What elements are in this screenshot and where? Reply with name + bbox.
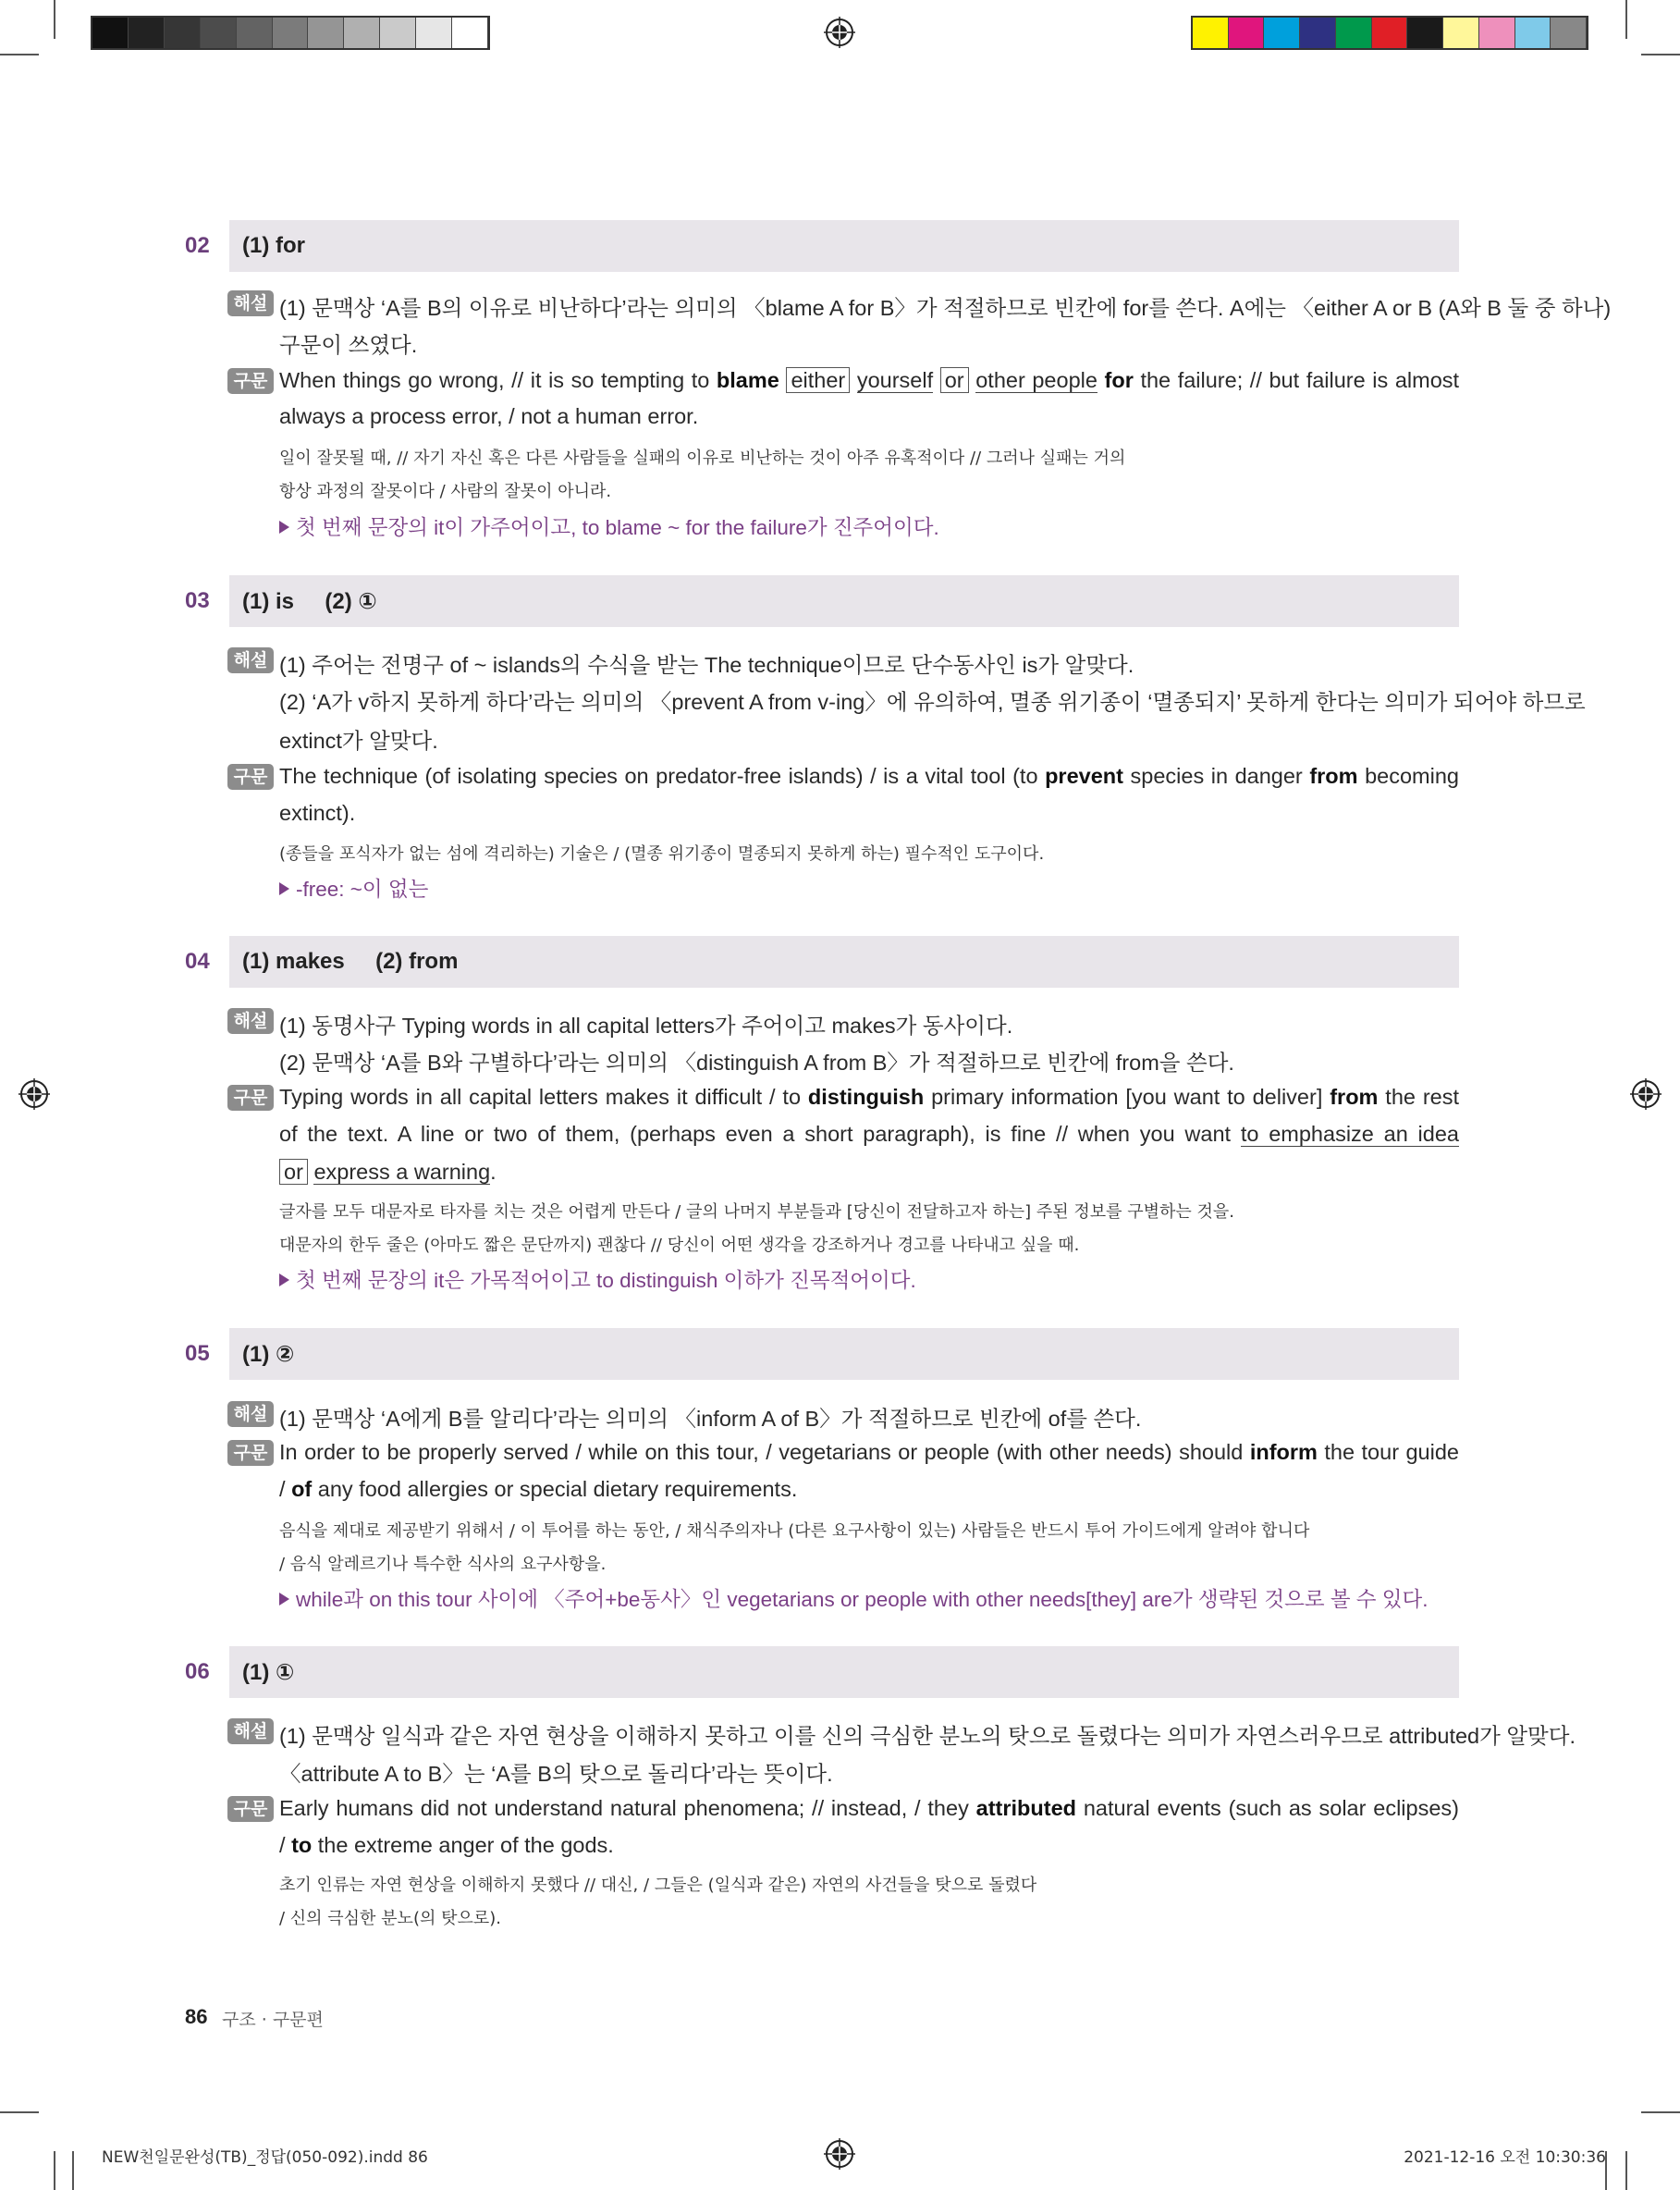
color-swatch xyxy=(1443,18,1479,48)
answer-text: (1) is (2) ① xyxy=(242,589,377,614)
grammar-tip: 첫 번째 문장의 it은 가목적어이고 to distinguish 이하가 진목적어이다. xyxy=(279,1264,916,1294)
sentence-line: always a process error, / not a human error. xyxy=(279,404,699,428)
explanation-tag: 해설 xyxy=(227,1718,274,1744)
color-swatch xyxy=(1407,18,1443,48)
sentence-line: The technique (of isolating species on predator-free islands) / is a vital tool (to prevent species in danger from becoming xyxy=(279,764,1459,788)
answer-text: (1) makes (2) from xyxy=(242,949,459,974)
crop-mark xyxy=(54,2151,55,2190)
color-swatch xyxy=(237,18,273,48)
triangle-bullet-icon xyxy=(279,521,289,534)
structure-tag: 구문 xyxy=(227,1440,274,1466)
color-swatch xyxy=(1479,18,1515,48)
crop-mark xyxy=(1641,54,1680,55)
triangle-bullet-icon xyxy=(279,882,289,895)
crop-mark xyxy=(0,2111,39,2113)
color-swatch xyxy=(344,18,380,48)
explanation-line: extinct가 알맞다. xyxy=(279,729,438,753)
grammar-tip: -free: ~이 없는 xyxy=(279,873,428,903)
explanation-line: (1) 문맥상 ‘A에게 B를 알리다’라는 의미의 〈inform A of B〉가 적절하므로 빈칸에 of를 쓴다. xyxy=(279,1407,1142,1431)
registration-mark-icon xyxy=(824,17,855,48)
registration-mark-icon xyxy=(1630,1078,1662,1110)
color-swatch xyxy=(92,18,129,48)
color-swatch xyxy=(129,18,165,48)
translation-line: 대문자의 한두 줄은 (아마도 짧은 문단까지) 괜찮다 // 당신이 어떤 생각을 강조하거나 경고를 나타내고 싶을 때. xyxy=(279,1236,1080,1255)
answer-bar xyxy=(229,1646,1459,1698)
answer-bar xyxy=(229,1328,1459,1380)
explanation-line: (2) 문맥상 ‘A를 B와 구별하다’라는 의미의 〈distinguish A from B〉가 적절하므로 빈칸에 from을 쓴다. xyxy=(279,1051,1234,1075)
answer-text: (1) ② xyxy=(242,1342,295,1367)
explanation-line: (1) 문맥상 ‘A를 B의 이유로 비난하다’라는 의미의 〈blame A for B〉가 적절하므로 빈칸에 for를 쓴다. A에는 〈either A or B (A와 B 둘 중 하나) xyxy=(279,296,1612,320)
structure-tag: 구문 xyxy=(227,1085,274,1111)
question-number: 04 xyxy=(185,949,210,974)
color-swatch xyxy=(1372,18,1408,48)
crop-mark xyxy=(72,2151,74,2190)
file-slug: NEW천일문완성(TB)_정답(050-092).indd 86 xyxy=(102,2148,428,2167)
question-number: 05 xyxy=(185,1341,210,1366)
sentence-line: of the text. A line or two of them, (perhaps even a short paragraph), is fine // when you want to emphasize an idea xyxy=(279,1122,1459,1146)
crop-mark xyxy=(0,54,39,55)
sentence-line: In order to be properly served / while on this tour, / vegetarians or people (with other needs) should inform the tour guide xyxy=(279,1440,1459,1464)
color-swatch xyxy=(273,18,309,48)
translation-line: 글자를 모두 대문자로 타자를 치는 것은 어렵게 만든다 / 글의 나머지 부분들과 [당신이 전달하고자 하는] 주된 정보를 구별하는 것을. xyxy=(279,1202,1234,1222)
explanation-tag: 해설 xyxy=(227,290,274,316)
crop-mark xyxy=(1625,0,1627,39)
color-swatch xyxy=(201,18,237,48)
crop-mark xyxy=(54,0,55,39)
question-number: 02 xyxy=(185,233,210,258)
question-number: 06 xyxy=(185,1659,210,1684)
answer-text: (1) ① xyxy=(242,1660,295,1685)
crop-mark xyxy=(1625,2151,1627,2190)
explanation-tag: 해설 xyxy=(227,647,274,673)
question-number: 03 xyxy=(185,588,210,613)
color-swatch xyxy=(380,18,416,48)
structure-tag: 구문 xyxy=(227,368,274,394)
translation-line: / 음식 알레르기나 특수한 식사의 요구사항을. xyxy=(279,1555,607,1574)
grammar-tip: while과 on this tour 사이에 〈주어+be동사〉인 vegetarians or people with other needs[they] are가 생략된 것으로 볼 수 있다. xyxy=(279,1583,1429,1613)
sentence-line: extinct). xyxy=(279,801,356,825)
explanation-line: (1) 문맥상 일식과 같은 자연 현상을 이해하지 못하고 이를 신의 극심한 분노의 탓으로 돌렸다는 의미가 자연스러우므로 attributed가 알맞다. xyxy=(279,1724,1576,1748)
sentence-line: / of any food allergies or special dietary requirements. xyxy=(279,1477,798,1501)
grayscale-color-bar xyxy=(91,16,490,50)
structure-tag: 구문 xyxy=(227,1796,274,1822)
translation-line: 항상 과정의 잘못이다 / 사람의 잘못이 아니라. xyxy=(279,482,612,501)
answer-bar xyxy=(229,220,1459,272)
explanation-line: 〈attribute A to B〉는 ‘A를 B의 탓으로 돌리다’라는 뜻이다. xyxy=(279,1762,833,1786)
explanation-line: (1) 주어는 전명구 of ~ islands의 수식을 받는 The technique이므로 단수동사인 is가 알맞다. xyxy=(279,653,1134,677)
explanation-line: (1) 동명사구 Typing words in all capital letters가 주어이고 makes가 동사이다. xyxy=(279,1014,1013,1038)
page-number: 86 xyxy=(185,2005,208,2028)
translation-line: 음식을 제대로 제공받기 위해서 / 이 투어를 하는 동안, / 채식주의자나 (다른 요구사항이 있는) 사람들은 반드시 투어 가이드에게 알려야 합니다 xyxy=(279,1521,1310,1541)
sentence-line: Early humans did not understand natural phenomena; // instead, / they attributed natural events (such as solar eclipses) xyxy=(279,1796,1459,1820)
color-swatch xyxy=(1551,18,1587,48)
translation-line: / 신의 극심한 분노(의 탓으로). xyxy=(279,1909,501,1928)
sentence-line: When things go wrong, // it is so tempting to blame either yourself or other people for the failure; // but failure is almost xyxy=(279,368,1460,392)
sentence-line: Typing words in all capital letters makes it difficult / to distinguish primary information [you want to deliver] from the rest xyxy=(279,1085,1460,1109)
explanation-tag: 해설 xyxy=(227,1401,274,1427)
grammar-tip: 첫 번째 문장의 it이 가주어이고, to blame ~ for the failure가 진주어이다. xyxy=(279,511,939,541)
color-swatch xyxy=(308,18,344,48)
answer-bar xyxy=(229,575,1459,627)
color-swatch xyxy=(165,18,201,48)
registration-mark-icon xyxy=(18,1078,50,1110)
color-swatch xyxy=(1193,18,1229,48)
color-swatch xyxy=(452,18,488,48)
sentence-line: / to the extreme anger of the gods. xyxy=(279,1833,614,1857)
print-timestamp: 2021-12-16 오전 10:30:36 xyxy=(1404,2148,1606,2167)
explanation-tag: 해설 xyxy=(227,1008,274,1034)
triangle-bullet-icon xyxy=(279,1593,289,1606)
translation-line: 일이 잘못될 때, // 자기 자신 혹은 다른 사람들을 실패의 이유로 비난하는 것이 아주 유혹적이다 // 그러나 실패는 거의 xyxy=(279,449,1126,468)
process-color-bar xyxy=(1191,16,1588,50)
translation-line: 초기 인류는 자연 현상을 이해하지 못했다 // 대신, / 그들은 (일식과 같은) 자연의 사건들을 탓으로 돌렸다 xyxy=(279,1876,1037,1895)
color-swatch xyxy=(1515,18,1551,48)
section-title: 구조 · 구문편 xyxy=(222,2010,324,2030)
triangle-bullet-icon xyxy=(279,1273,289,1286)
explanation-line: (2) ‘A가 v하지 못하게 하다’라는 의미의 〈prevent A from v-ing〉에 유의하여, 멸종 위기종이 ‘멸종되지’ 못하게 한다는 의미가 되어야 하므로 xyxy=(279,690,1586,714)
color-swatch xyxy=(1336,18,1372,48)
color-swatch xyxy=(416,18,452,48)
color-swatch xyxy=(1229,18,1265,48)
color-swatch xyxy=(1264,18,1300,48)
registration-mark-icon xyxy=(824,2138,855,2170)
structure-tag: 구문 xyxy=(227,764,274,790)
color-swatch xyxy=(1300,18,1336,48)
sentence-line: or express a warning. xyxy=(279,1160,497,1185)
explanation-line: 구문이 쓰였다. xyxy=(279,333,418,357)
translation-line: (종들을 포식자가 없는 섬에 격리하는) 기술은 / (멸종 위기종이 멸종되지 못하게 하는) 필수적인 도구이다. xyxy=(279,844,1045,864)
answer-text: (1) for xyxy=(242,233,305,258)
crop-mark xyxy=(1641,2111,1680,2113)
